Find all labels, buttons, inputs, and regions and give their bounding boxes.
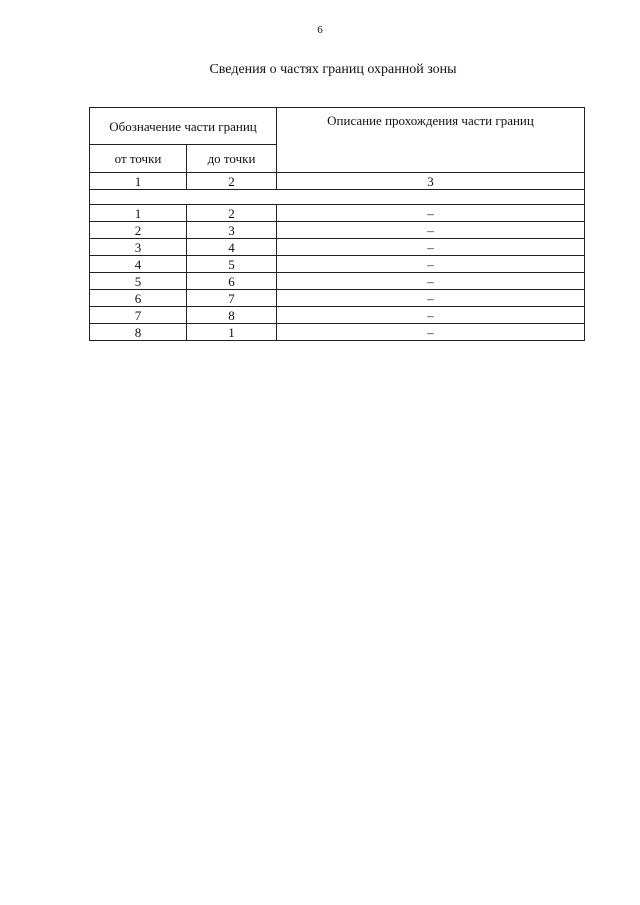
to-point-cell: 4 [187, 239, 277, 256]
description-cell: – [277, 205, 585, 222]
description-header: Описание прохождения части границ [277, 108, 585, 173]
table-row [90, 290, 585, 307]
spacer-row [90, 190, 585, 205]
column-number-3: 3 [277, 173, 585, 190]
document-title: Сведения о частях границ охранной зоны [209, 62, 457, 77]
table-row [90, 324, 585, 341]
description-cell: – [277, 256, 585, 273]
from-point-header: от точки [90, 145, 187, 173]
from-point-cell: 8 [90, 324, 187, 341]
to-point-cell: 5 [187, 256, 277, 273]
to-point-header: до точки [187, 145, 277, 173]
table-row [90, 307, 585, 324]
description-cell: – [277, 324, 585, 341]
description-cell: – [277, 222, 585, 239]
boundary-parts-table [89, 107, 585, 341]
to-point-cell: 7 [187, 290, 277, 307]
from-point-cell: 5 [90, 273, 187, 290]
from-point-cell: 7 [90, 307, 187, 324]
from-point-cell: 1 [90, 205, 187, 222]
column-number-1: 1 [90, 173, 187, 190]
designation-header: Обозначение части границ [90, 108, 277, 145]
to-point-cell: 8 [187, 307, 277, 324]
to-point-cell: 2 [187, 205, 277, 222]
table-row [90, 205, 585, 222]
table-row [90, 222, 585, 239]
column-number-row [90, 173, 585, 190]
table-row [90, 239, 585, 256]
page-number: 6 [317, 24, 323, 36]
from-point-cell: 2 [90, 222, 187, 239]
description-cell: – [277, 273, 585, 290]
to-point-cell: 3 [187, 222, 277, 239]
spacer-cell [90, 190, 585, 205]
from-point-cell: 4 [90, 256, 187, 273]
table-row [90, 256, 585, 273]
table-body [90, 205, 585, 341]
to-point-cell: 6 [187, 273, 277, 290]
from-point-cell: 6 [90, 290, 187, 307]
from-point-cell: 3 [90, 239, 187, 256]
header-row [90, 108, 585, 145]
column-number-2: 2 [187, 173, 277, 190]
description-cell: – [277, 307, 585, 324]
table-row [90, 273, 585, 290]
to-point-cell: 1 [187, 324, 277, 341]
description-cell: – [277, 290, 585, 307]
description-cell: – [277, 239, 585, 256]
